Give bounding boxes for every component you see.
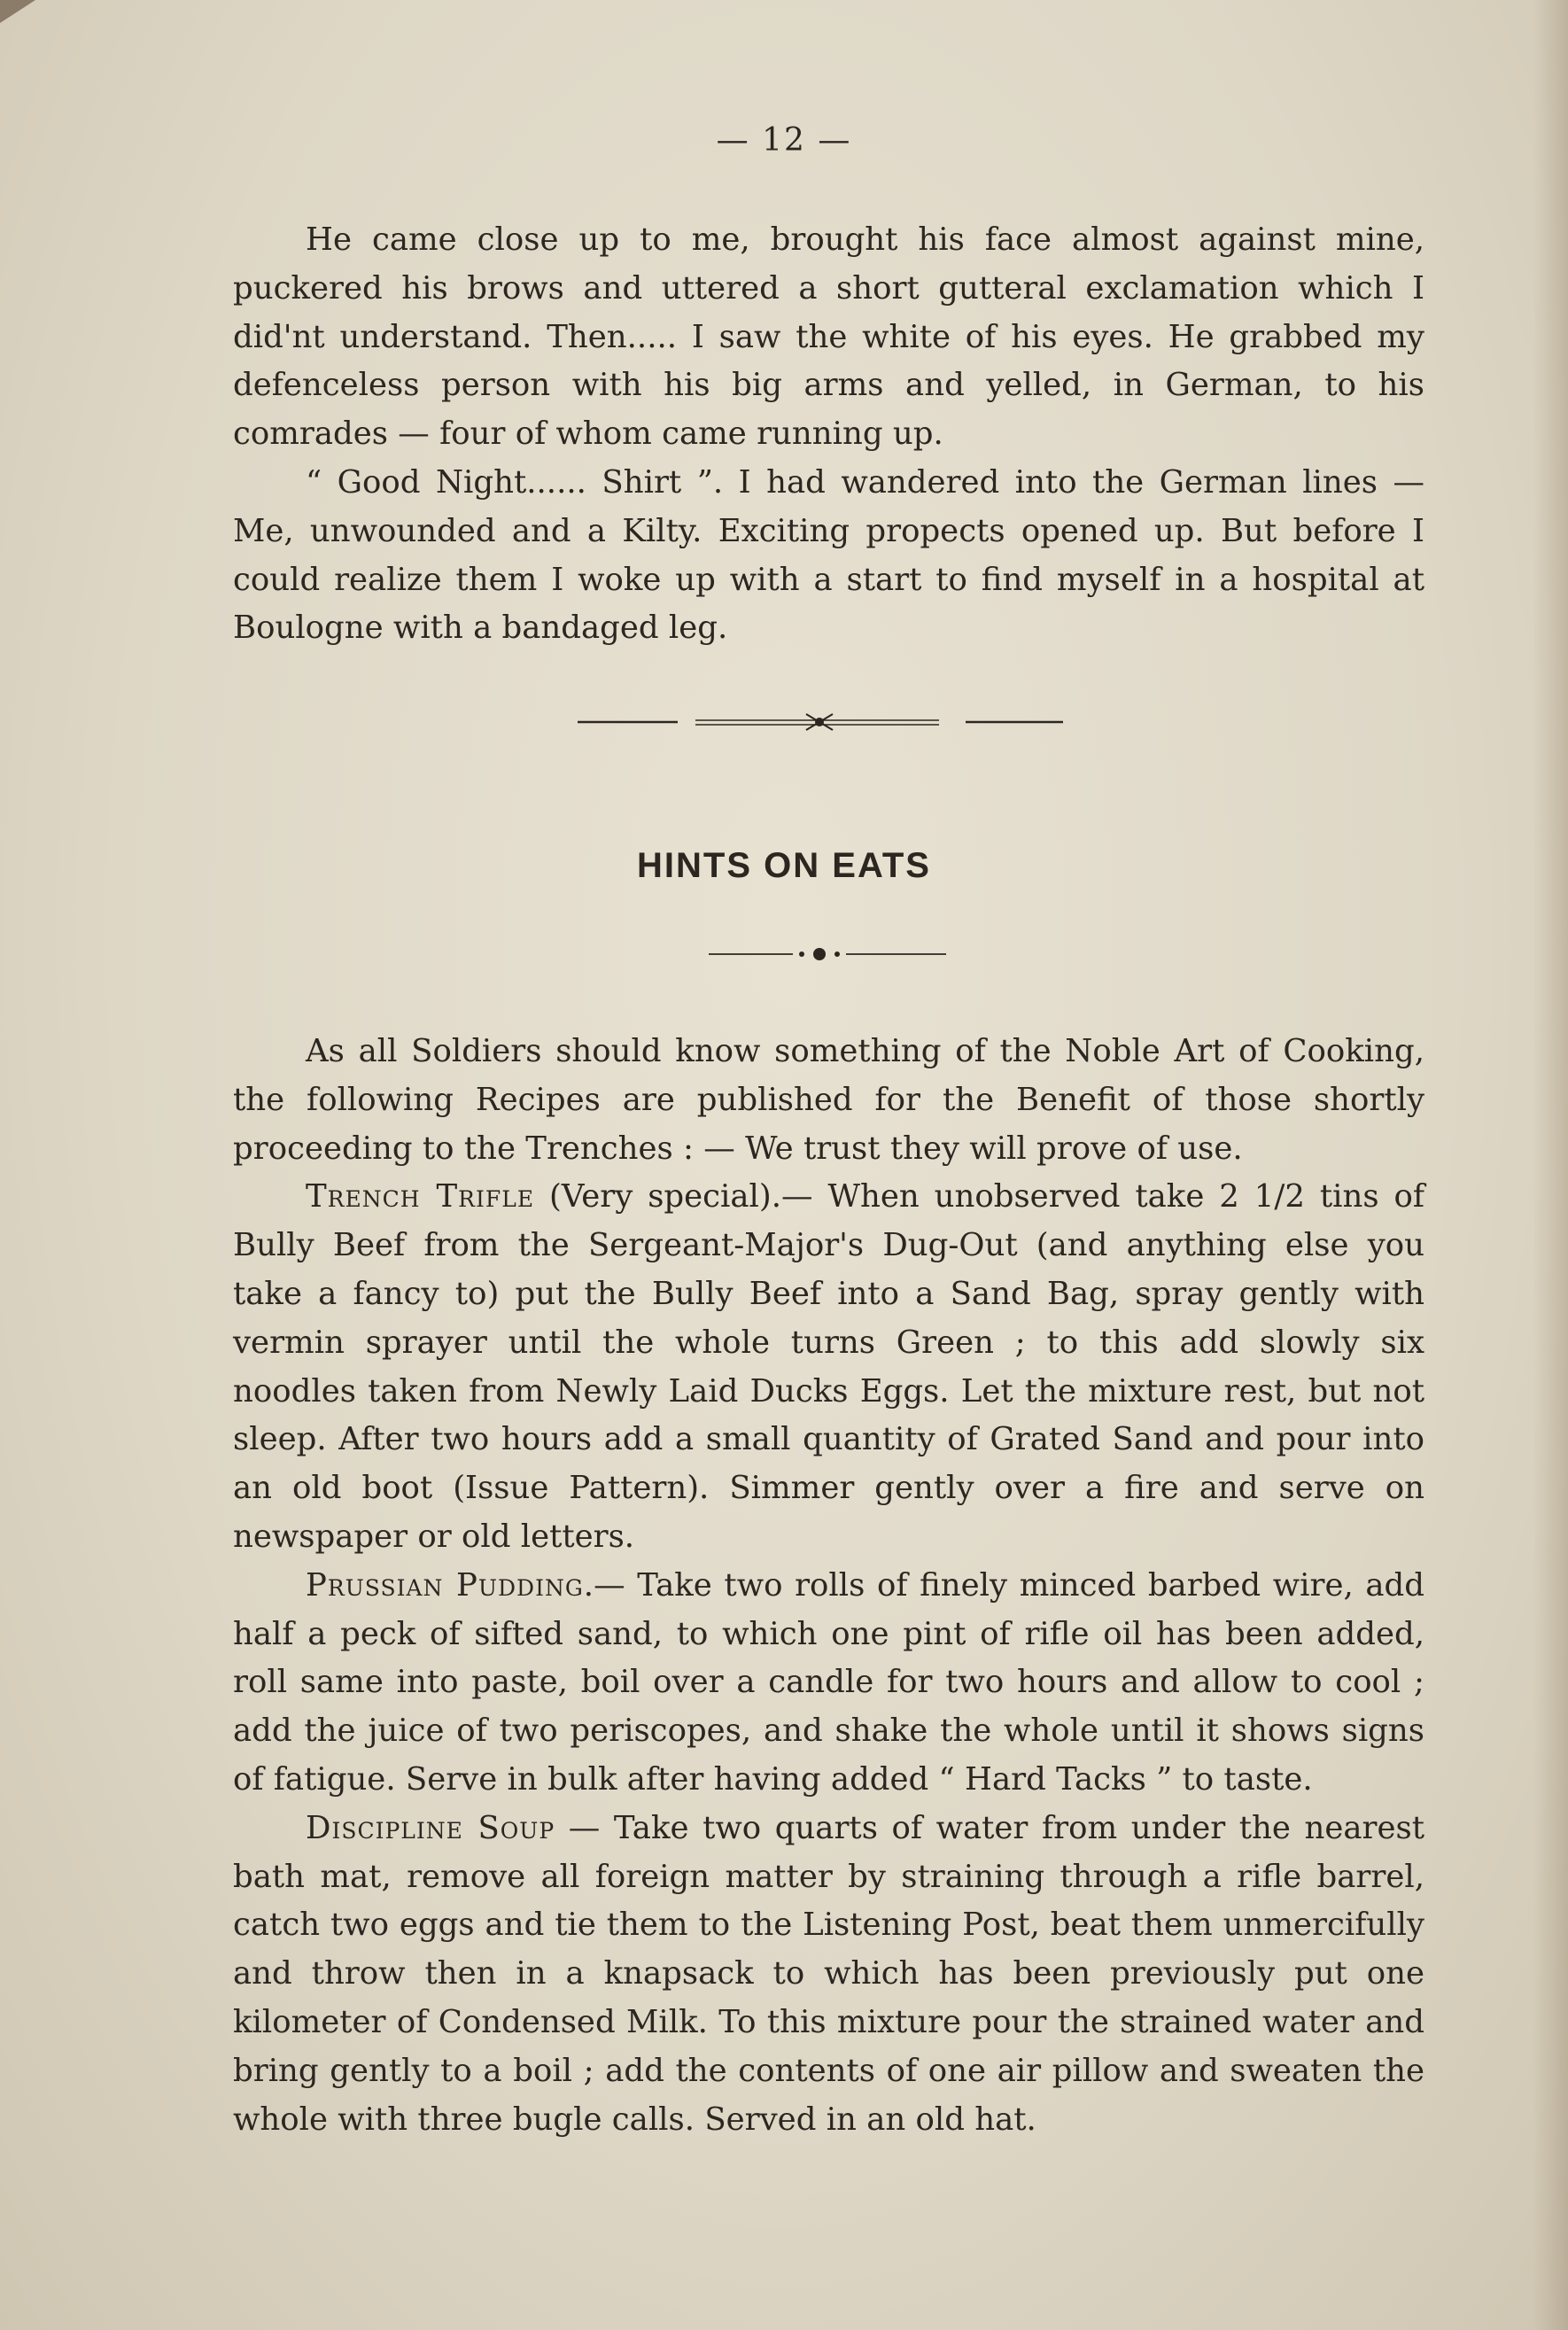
story-conclusion [233, 216, 1424, 653]
story-paragraph-2: “ Good Night...... Shirt ”. I had wandered into the German lines — Me, unwounded and a Kilty. Exciting propects opened up. But before I could realize them I woke up with a start to find myself in a hospital at Boulogne with a bandaged leg. [233, 463, 1424, 647]
recipe-title: Discipline Soup [306, 1809, 555, 1846]
hints-on-eats-body [233, 1028, 1424, 2144]
recipe-text: (Very special).— When unobserved take 2 1/2 tins of Bully Beef from the Sergeant-Major's Dug-Out (and anything else you take a fancy to) put the Bully Beef into a Sand Bag, spray gently with vermin sprayer until the whole turns Green ; to this add slowly six noodles taken from Newly Laid Ducks Eggs. Let the mixture rest, but not sleep. After two hours add a small quantity of Grated Sand and pour into an old boot (Issue Pattern). Simmer gently over a fire and serve on newspaper or old letters. [233, 1178, 1424, 1555]
section-heading: HINTS ON EATS [637, 846, 931, 885]
recipe-title: Prussian Pudding [306, 1566, 584, 1604]
recipe-trench-trifle [233, 1173, 1424, 1561]
page-number: — 12 — [716, 122, 852, 159]
recipe-text: — Take two quarts of water from under the nearest bath mat, remove all foreign matter by straining through a rifle barrel, catch two eggs and tie them to the Listening Post, beat them unmercifully and throw then in a knapsack to which has been previously put one kilometer of Condensed Milk. To this mixture pour the strained water and bring gently to a boil ; add the contents of one air pillow and sweaten the whole with three bugle calls. Served in an old hat. [233, 1809, 1424, 2138]
heading-ornament-divider [0, 941, 1568, 967]
recipe-text: .— Take two rolls of finely minced barbed wire, add half a peck of sifted sand, to which one pint of rifle oil has been added, roll same into paste, boil over a candle for two hours and allow to cool ; add the juice of two periscopes, and shake the whole until it shows signs of fatigue. Serve in bulk after having added “ Hard Tacks ” to taste. [233, 1566, 1424, 1798]
ornamental-rule-divider [0, 709, 1568, 735]
story-paragraph-1: He came close up to me, brought his face almost against mine, puckered his brows and uttered a short gutteral exclamation which I did'nt understand. Then..... I saw the white of his eyes. He grabbed my defenceless person with his big arms and yelled, in German, to his comrades — four of whom came running up. [233, 221, 1424, 453]
recipe-prussian-pudding [233, 1562, 1424, 1805]
torn-corner [0, 0, 35, 23]
recipe-discipline-soup [233, 1805, 1424, 2145]
paper-edge-shadow [1533, 0, 1568, 2330]
intro-paragraph: As all Soldiers should know something of the Noble Art of Cooking, the following Recipes are published for the Benefit of those shortly proceeding to the Trenches : — We trust they will prove of use. [233, 1033, 1424, 1167]
recipe-title: Trench Trifle [306, 1178, 535, 1215]
